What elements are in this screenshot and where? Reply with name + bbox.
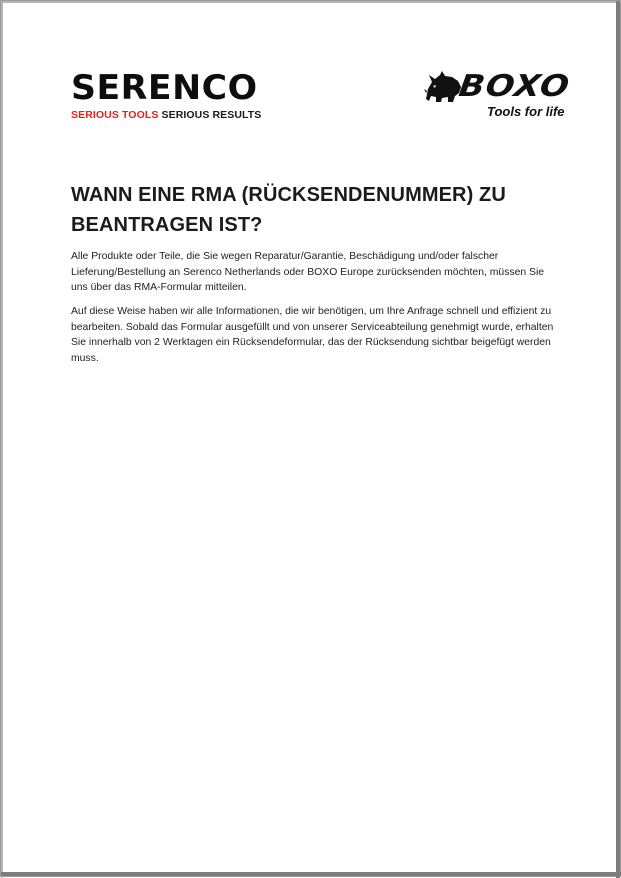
boxo-logo: [421, 69, 591, 123]
page-title: WANN EINE RMA (RÜCKSENDENUMMER) ZU BEANTRAGEN IST?: [71, 184, 506, 236]
page-border-left: [1, 1, 3, 878]
serenco-tagline-red: SERIOUS TOOLS: [71, 109, 159, 121]
page-border-top: [1, 1, 621, 3]
serenco-tagline-dark: SERIOUS RESULTS: [161, 109, 262, 121]
serenco-logo-name: SERENCO: [71, 68, 258, 108]
boxo-logo-slogan: Tools for life: [487, 104, 565, 119]
page-border-bottom: [1, 872, 621, 876]
boxo-logo-name: BOXO: [456, 69, 573, 104]
body-paragraph-2: Auf diese Weise haben wir alle Informationen, die wir benötigen, um Ihre Anfrage schnell und effizient zu bearbeiten. Sobald das Formular ausgefüllt und von unserer Serviceabteilung genehmigt wurde, erhalten Sie innerhalb von 2 Werktagen ein Rücksendeformular, das der Rücksendung sichtbar beigefügt werden muss.: [71, 306, 554, 365]
body-paragraph-1: Alle Produkte oder Teile, die Sie wegen Reparatur/Garantie, Beschädigung und/oder falscher Lieferung/Bestellung an Serenco Netherlands oder BOXO Europe zurücksenden möchten, müssen Sie uns über das RMA-Formular mitteilen.: [71, 251, 545, 294]
page-border-right: [616, 1, 620, 878]
serenco-logo-tagline: [71, 109, 271, 121]
serenco-logo: [71, 68, 271, 121]
